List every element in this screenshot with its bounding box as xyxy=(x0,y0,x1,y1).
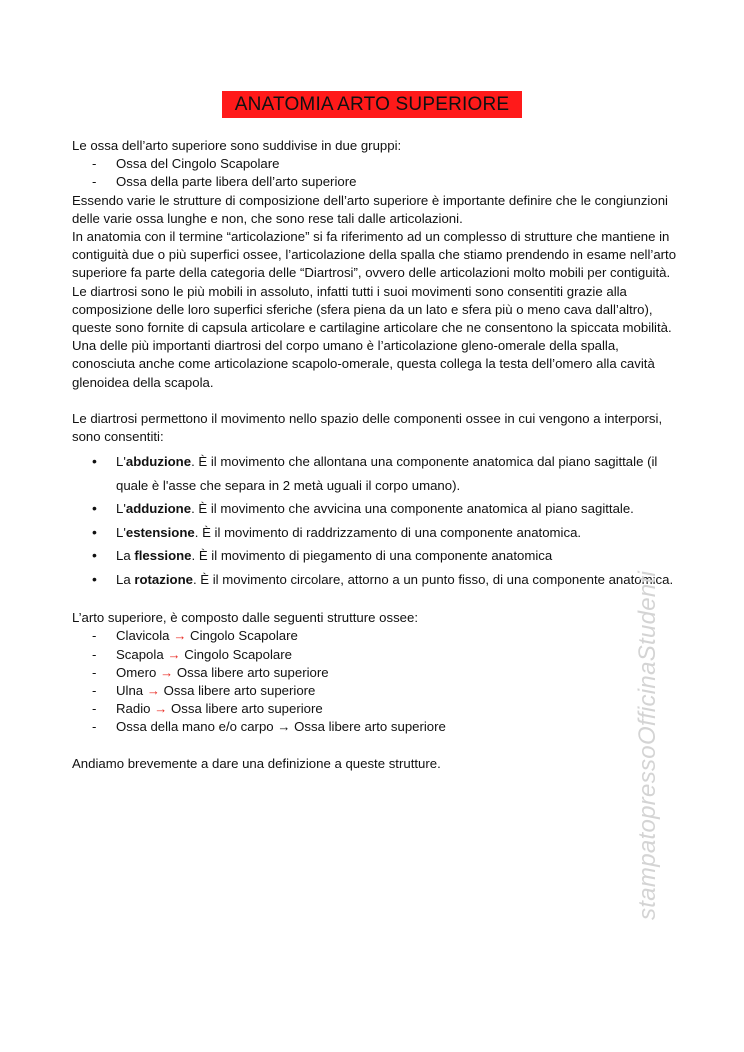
list-item xyxy=(72,497,677,521)
bone-group: Ossa libere arto superiore xyxy=(163,683,316,699)
bone-name: Ossa della mano e/o carpo xyxy=(116,719,274,735)
arrow-right-icon: → xyxy=(167,646,181,662)
list-item xyxy=(72,521,677,545)
movement-prefix: La xyxy=(116,571,135,587)
arrow-right-icon: → xyxy=(173,628,187,644)
paragraph: Una delle più importanti diartrosi del corpo umano è l’articolazione gleno-omerale della spalla, conosciuta anche come articolazione scapolo-omerale, questa collega la testa dell’omero alla cavità glenoidea della scapola. xyxy=(72,338,655,390)
arrow-right-icon: → xyxy=(159,664,174,680)
movement-prefix: L' xyxy=(116,501,126,517)
list-item xyxy=(72,646,677,664)
arrow-right-icon: → xyxy=(277,719,291,735)
list-item: - Ossa del Cingolo Scapolare xyxy=(72,155,677,173)
bone-group: Cingolo Scapolare xyxy=(184,646,292,662)
bone-name: Clavicola xyxy=(116,628,170,644)
bone-groups-list xyxy=(72,155,677,191)
bone-group: Cingolo Scapolare xyxy=(190,628,298,644)
movement-description: . È il movimento di raddrizzamento di una componente anatomica. xyxy=(194,524,582,540)
movement-term: estensione xyxy=(125,524,195,540)
list-item xyxy=(72,664,677,682)
movements-list xyxy=(72,450,677,591)
page-title: ANATOMIA ARTO SUPERIORE xyxy=(222,91,522,118)
movements-intro: Le diartrosi permettono il movimento nello spazio delle componenti ossee in cui vengono a interporsi, sono consentiti: xyxy=(72,410,663,445)
list-item xyxy=(72,568,677,592)
list-item xyxy=(72,544,677,568)
movement-description: . È il movimento circolare, attorno a un punto fisso, di una componente anatomica. xyxy=(192,571,674,587)
movement-description: . È il movimento che avvicina una componente anatomica al piano sagittale. xyxy=(191,501,634,517)
arrow-right-icon: → xyxy=(146,683,160,699)
movement-term: adduzione xyxy=(125,501,192,517)
list-item xyxy=(72,450,677,497)
paragraph: Le diartrosi sono le più mobili in assoluto, infatti tutti i suoi movimenti sono consentiti grazie alla composizione delle loro superfici sferiche (sfera piena da un lato e sfera più o meno cava dall’altro), queste sono fornite di capsula articolare e cartilagine articolare che ne consentono la spiccata mobilità. xyxy=(72,283,672,336)
bone-name: Ulna xyxy=(116,683,144,699)
movement-term: flessione xyxy=(134,548,192,564)
spacer xyxy=(72,591,677,609)
watermark: stampatopressoOfficinaStudenti xyxy=(634,570,661,920)
bone-name: Scapola xyxy=(116,646,164,662)
list-item: - Ossa della parte libera dell’arto superiore xyxy=(72,173,677,191)
bone-name: Radio xyxy=(116,701,151,717)
paragraph: Essendo varie le strutture di composizione dell’arto superiore è importante definire che le congiunzioni delle varie ossa lunghe e non, che sono rese tali dalle articolazioni. xyxy=(72,192,668,226)
spacer xyxy=(72,392,677,410)
movement-term: abduzione xyxy=(125,454,192,470)
movement-prefix: La xyxy=(116,548,135,564)
bone-group: Ossa libere arto superiore xyxy=(176,664,329,680)
movement-description: . È il movimento che allontana una componente anatomica dal piano sagittale (il quale è l'asse che separa in 2 metà uguali il corpo umano). xyxy=(116,454,658,493)
bone-group: Ossa libere arto superiore xyxy=(294,719,446,735)
closing-text: Andiamo brevemente a dare una definizione a queste strutture. xyxy=(72,755,441,771)
list-item xyxy=(72,700,677,718)
structures-intro: L’arto superiore, è composto dalle seguenti strutture ossee: xyxy=(72,610,419,626)
bone-name: Omero xyxy=(116,664,157,680)
movement-prefix: L' xyxy=(116,454,126,470)
movement-term: rotazione xyxy=(134,571,193,587)
list-item xyxy=(72,627,677,645)
arrow-right-icon: → xyxy=(154,701,168,717)
movement-prefix: L' xyxy=(116,524,126,540)
paragraph: In anatomia con il termine “articolazione” si fa riferimento ad un complesso di strutture che mantiene in contiguità due o più superfici ossee, l’articolazione della spalla che stiamo prendendo in esame nell’arto superiore fa parte della categoria delle “Diartrosi”, ovvero delle articolazioni molto mobili per contiguità. xyxy=(72,229,677,281)
structures-list xyxy=(72,627,677,736)
movement-description: . È il movimento di piegamento di una componente anatomica xyxy=(191,548,553,564)
intro-text: Le ossa dell’arto superiore sono suddivise in due gruppi: xyxy=(72,138,402,153)
spacer xyxy=(72,737,677,755)
list-item xyxy=(72,682,677,700)
document-body xyxy=(72,137,677,773)
bone-group: Ossa libere arto superiore xyxy=(171,701,323,717)
list-item xyxy=(72,718,677,736)
